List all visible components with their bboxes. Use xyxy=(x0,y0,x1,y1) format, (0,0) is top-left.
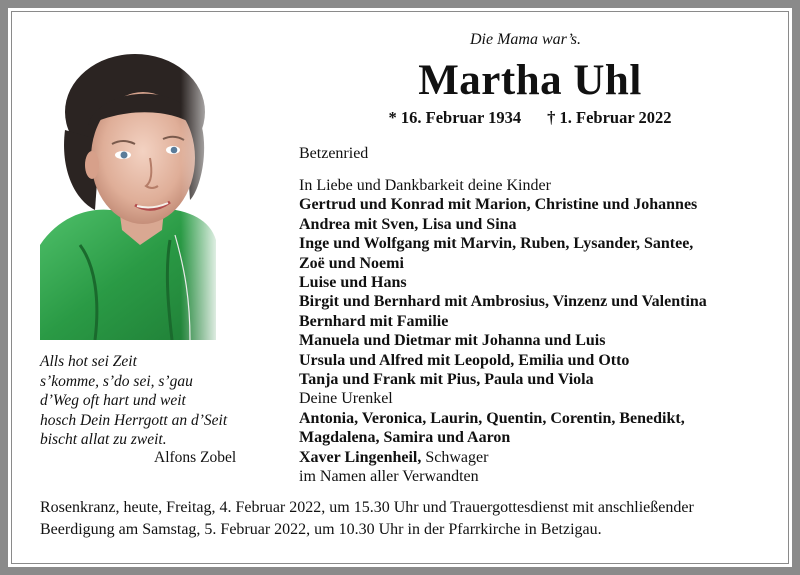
poem-author: Alfons Zobel xyxy=(154,449,237,466)
family-line: Tanja und Frank mit Pius, Paula und Viola xyxy=(299,371,594,389)
poem xyxy=(40,352,260,450)
brother-in-law-role: Schwager xyxy=(421,448,489,466)
birth-date: * 16. Februar 1934 xyxy=(388,108,522,127)
family-line: Luise und Hans xyxy=(299,274,407,292)
poem-line: hosch Dein Herrgott an d’Seit xyxy=(40,411,228,429)
family-line: Andrea mit Sven, Lisa und Sina xyxy=(299,215,517,233)
brother-in-law-line xyxy=(299,448,707,467)
great-grandchildren-label: Deine Urenkel xyxy=(299,390,393,408)
family-line: Zoë und Noemi xyxy=(299,254,404,272)
poem-line: Alls hot sei Zeit xyxy=(40,353,137,370)
intro-line: In Liebe und Dankbarkeit deine Kinder xyxy=(299,177,551,194)
poem-line: s’komme, s’do sei, s’gau xyxy=(40,372,193,390)
family-line: Manuela und Dietmar mit Johanna und Luis xyxy=(299,332,606,350)
family-line: Bernhard mit Familie xyxy=(299,312,449,330)
funeral-line: Beerdigung am Samstag, 5. Februar 2022, um 10.30 Uhr in der Pfarrkirche in Betzigau. xyxy=(40,520,602,538)
brother-in-law-name: Xaver Lingenheil, xyxy=(299,448,422,466)
relatives-line: im Namen aller Verwandten xyxy=(299,468,479,486)
great-grandchildren-line: Magdalena, Samira und Aaron xyxy=(299,429,511,447)
family-line: Inge und Wolfgang mit Marvin, Ruben, Lysander, Santee, xyxy=(299,235,694,253)
family-line: Gertrud und Konrad mit Marion, Christine und Johannes xyxy=(299,196,698,214)
great-grandchildren-line: Antonia, Veronica, Laurin, Quentin, Corentin, Benedikt, xyxy=(299,409,685,427)
family-line: Ursula und Alfred mit Leopold, Emilia und Otto xyxy=(299,351,630,369)
poem-line: d’Weg oft hart und weit xyxy=(40,392,186,409)
place: Betzenried xyxy=(299,145,369,162)
portrait-photo xyxy=(40,40,216,340)
deceased-name: Martha Uhl xyxy=(418,57,642,104)
funeral-line: Rosenkranz, heute, Freitag, 4. Februar 2022, um 15.30 Uhr und Trauergottesdienst mit anschließender xyxy=(40,499,694,516)
family-line: Birgit und Bernhard mit Ambrosius, Vinzenz und Valentina xyxy=(299,293,707,311)
poem-line: bischt allat zu zweit. xyxy=(40,431,167,448)
mourners-list xyxy=(299,176,707,487)
motto: Die Mama war’s. xyxy=(470,31,581,48)
funeral-details xyxy=(40,497,770,540)
death-date: † 1. Februar 2022 xyxy=(547,108,672,127)
life-dates xyxy=(300,108,760,128)
